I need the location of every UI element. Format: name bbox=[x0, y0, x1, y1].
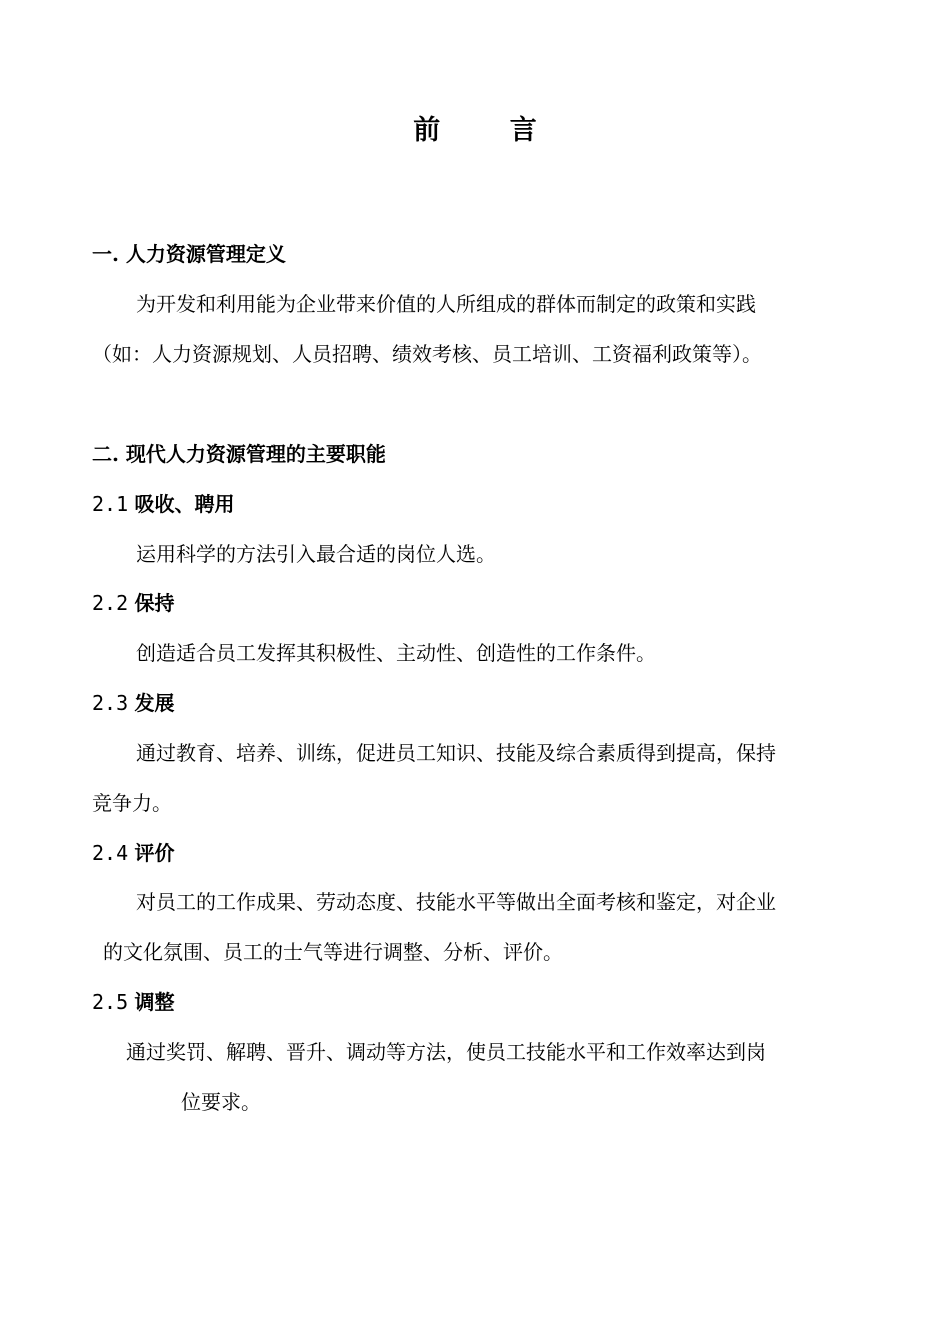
section-heading-hr-definition: 一. 人力资源管理定义 bbox=[92, 242, 286, 266]
subsection-heading bbox=[92, 986, 174, 1015]
subsection-heading bbox=[92, 587, 174, 616]
section-body-line: 为开发和利用能为企业带来价值的人所组成的群体而制定的政策和实践 bbox=[136, 292, 756, 316]
subsection-body-line: 竞争力。 bbox=[92, 791, 172, 815]
subsection-number: 2.4 bbox=[92, 841, 129, 865]
subsection-body-line: 对员工的工作成果、劳动态度、技能水平等做出全面考核和鉴定，对企业 bbox=[136, 890, 776, 914]
subsection-number: 2.1 bbox=[92, 492, 129, 516]
subsection-body-line: 通过教育、培养、训练，促进员工知识、技能及综合素质得到提高，保持 bbox=[136, 741, 776, 765]
subsection-title: 吸收、聘用 bbox=[134, 492, 235, 516]
page-title: 前 言 bbox=[413, 115, 567, 146]
subsection-body-line: 通过奖罚、解聘、晋升、调动等方法，使员工技能水平和工作效率达到岗 bbox=[126, 1040, 766, 1064]
subsection-body-line: 位要求。 bbox=[181, 1090, 261, 1114]
subsection-title: 评价 bbox=[134, 841, 175, 865]
subsection-title: 调整 bbox=[134, 990, 175, 1014]
subsection-body-line: 创造适合员工发挥其积极性、主动性、创造性的工作条件。 bbox=[136, 641, 656, 665]
subsection-heading bbox=[92, 687, 174, 716]
subsection-title: 保持 bbox=[134, 591, 175, 615]
subsection-number: 2.3 bbox=[92, 691, 129, 715]
subsection-title: 发展 bbox=[134, 691, 175, 715]
subsection-number: 2.2 bbox=[92, 591, 129, 615]
subsection-body-line: 的文化氛围、员工的士气等进行调整、分析、评价。 bbox=[103, 940, 563, 964]
section-heading-hr-functions: 二. 现代人力资源管理的主要职能 bbox=[92, 442, 386, 466]
subsection-heading bbox=[92, 837, 174, 866]
section-body-line: （如：人力资源规划、人员招聘、绩效考核、员工培训、工资福利政策等）。 bbox=[92, 342, 762, 366]
subsection-body-line: 运用科学的方法引入最合适的岗位人选。 bbox=[136, 542, 496, 566]
subsection-heading bbox=[92, 488, 234, 517]
subsection-number: 2.5 bbox=[92, 990, 129, 1014]
